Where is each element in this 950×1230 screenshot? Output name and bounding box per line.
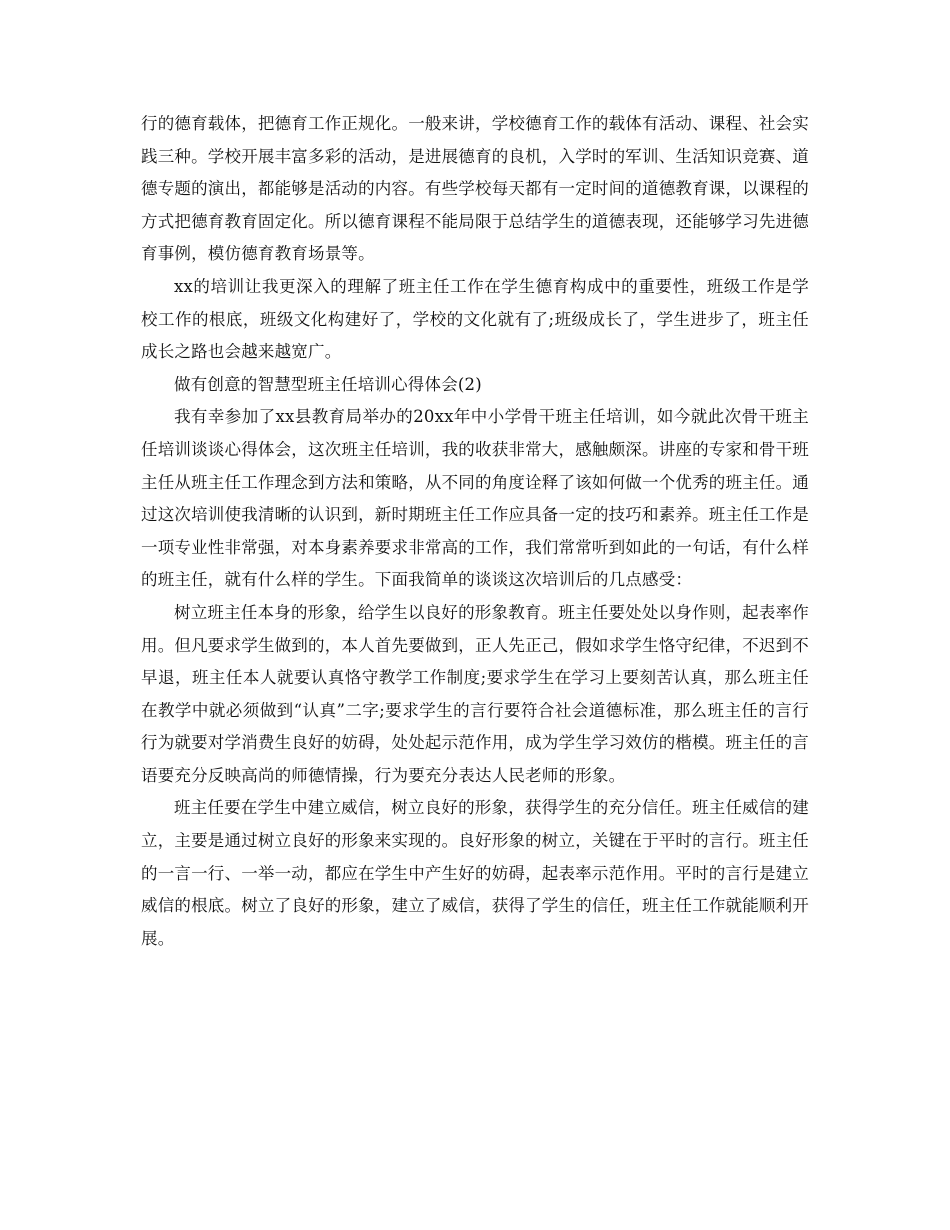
- paragraph-5: 班主任要在学生中建立威信，树立良好的形象，获得学生的充分信任。班主任威信的建立，主要是通过树立良好的形象来实现的。良好形象的树立，关键在于平时的言行。班主任的一言一行、一举一动，都应在学生中产生好的妨碍，起表率示范作用。平时的言行是建立威信的根底。树立了良好的形象，建立了威信，获得了学生的信任，班主任工作就能顺利开展。: [141, 798, 809, 948]
- paragraph-2: xx的培训让我更深入的理解了班主任工作在学生德育构成中的重要性，班级工作是学校工作的根底，班级文化构建好了，学校的文化就有了;班级成长了，学生进步了，班主任成长之路也会越来越宽广。: [141, 276, 809, 362]
- document-body: [141, 108, 809, 955]
- section-heading: 做有创意的智慧型班主任培训心得体会(2): [174, 374, 482, 394]
- paragraph-3: 我有幸参加了xx县教育局举办的20xx年中小学骨干班主任培训，如今就此次骨干班主任培训谈谈心得体会，这次班主任培训，我的收获非常大，感触颇深。讲座的专家和骨干班主任从班主任工作理念到方法和策略，从不同的角度诠释了该如何做一个优秀的班主任。通过这次培训使我清晰的认识到，新时期班主任工作应具备一定的技巧和素养。班主任工作是一项专业性非常强，对本身素养要求非常高的工作，我们常常听到如此的一句话，有什么样的班主任，就有什么样的学生。下面我简单的谈谈这次培训后的几点感受：: [141, 407, 809, 590]
- paragraph-4: 树立班主任本身的形象，给学生以良好的形象教育。班主任要处处以身作则，起表率作用。但凡要求学生做到的，本人首先要做到，正人先正己，假如求学生恪守纪律，不迟到不早退，班主任本人就要认真恪守教学工作制度;要求学生在学习上要刻苦认真，那么班主任在教学中就必须做到“认真”二字;要求学生的言行要符合社会道德标准，那么班主任的言行行为就要对学消费生良好的妨碍，处处起示范作用，成为学生学习效仿的楷模。班主任的言语要充分反映高尚的师德情操，行为要充分表达人民老师的形象。: [141, 602, 809, 785]
- paragraph-1: 行的德育载体，把德育工作正规化。一般来讲，学校德育工作的载体有活动、课程、社会实践三种。学校开展丰富多彩的活动，是进展德育的良机，入学时的军训、生活知识竞赛、道德专题的演出，都能够是活动的内容。有些学校每天都有一定时间的道德教育课，以课程的方式把德育教育固定化。所以德育课程不能局限于总结学生的道德表现，还能够学习先进德育事例，模仿德育教育场景等。: [141, 114, 809, 264]
